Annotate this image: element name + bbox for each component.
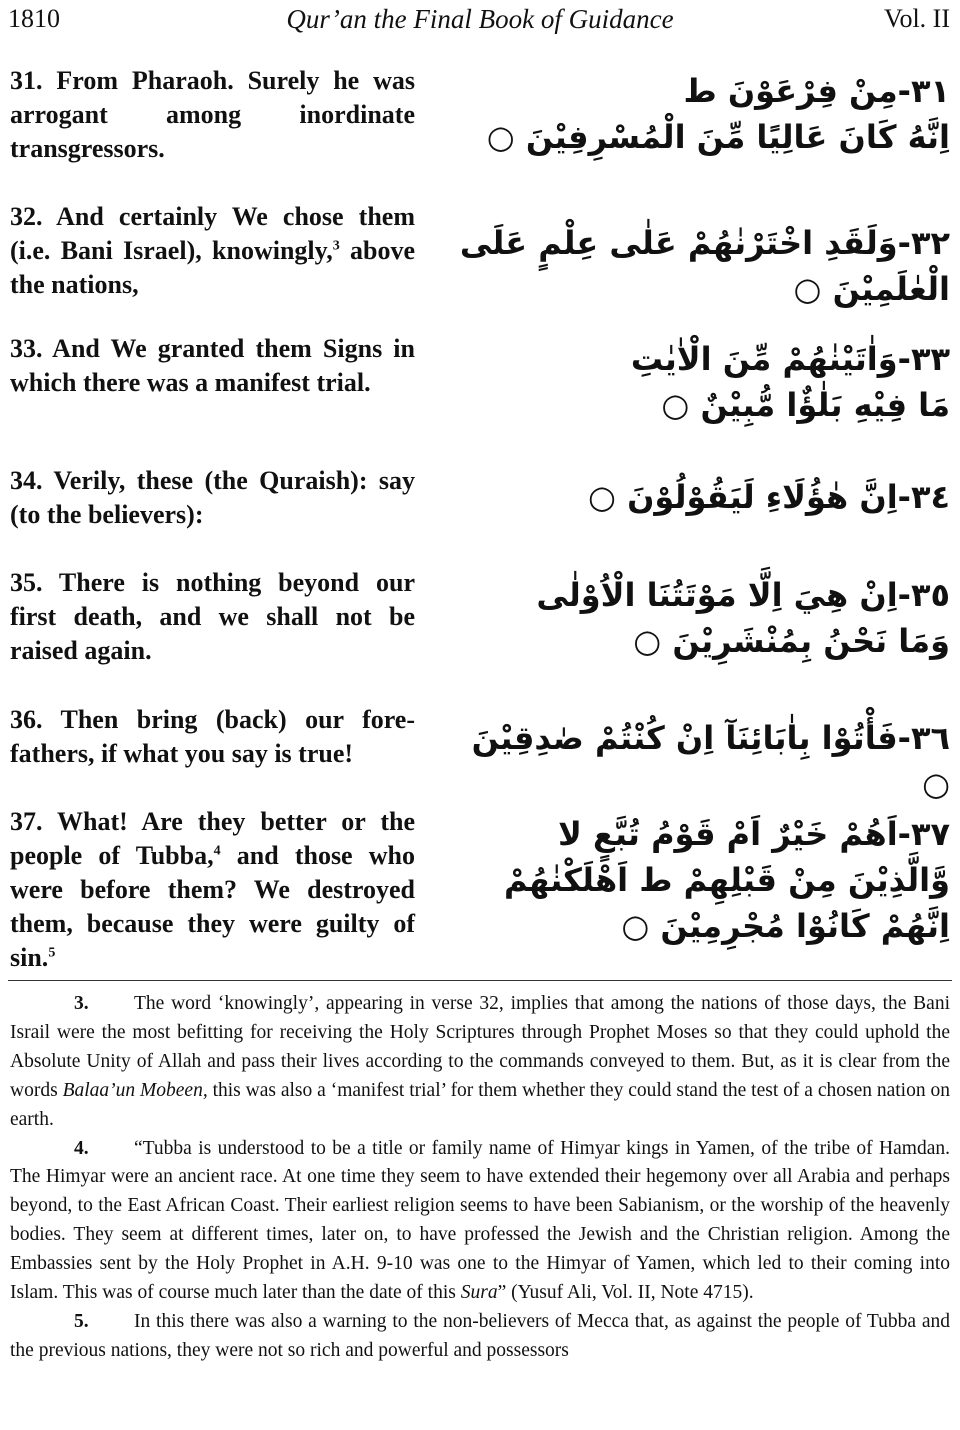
verse-english: 33. And We granted them Signs in which there was a manifest trial.	[10, 334, 415, 397]
verse-arabic	[450, 572, 950, 664]
footnote-number: 3.	[74, 993, 89, 1014]
footnote-text: In this there was also a warning to the non-believers of Mecca that, as against the people of Tubba and the previous nations, they were not so rich and powerful and possessors	[10, 1310, 950, 1361]
arabic-line: ٣٢-وَلَقَدِ اخْتَرْنٰهُمْ عَلٰى عِلْمٍ عَلَى الْعٰلَمِيْنَ ○	[459, 224, 950, 308]
arabic-line: ٣٤-اِنَّ هٰؤُلَاءِ لَيَقُوْلُوْنَ ○	[588, 478, 950, 516]
arabic-line: ٣٣-وَاٰتَيْنٰهُمْ مِّنَ الْاٰيٰتِ	[630, 340, 950, 378]
verse-text: above the nations,	[10, 236, 415, 299]
page-number: 1810	[8, 4, 60, 33]
arabic-line: وَّالَّذِيْنَ مِنْ قَبْلِهِمْ ط اَهْلَكْنٰهُمْ	[504, 861, 950, 899]
footnote-italic: Sura	[460, 1282, 498, 1304]
arabic-line: وَمَا نَحْنُ بِمُنْشَرِيْنَ ○	[633, 622, 950, 660]
footnote-3	[10, 990, 950, 1135]
verse-arabic	[450, 68, 950, 160]
arabic-line: ٣٧-اَهُمْ خَيْرٌ اَمْ قَوْمُ تُبَّعٍ لا	[558, 815, 950, 853]
verse-arabic	[450, 474, 950, 520]
arabic-line: اِنَّهُمْ كَانُوْا مُجْرِمِيْنَ ○	[621, 907, 950, 945]
arabic-line: ٣٥-اِنْ هِيَ اِلَّا مَوْتَتُنَا الْاُوْلٰى	[536, 576, 950, 614]
verse-text: 37. What! Are they better or the people of Tubba,	[10, 807, 415, 870]
footnote-italic: Balaa’un Mobeen,	[62, 1079, 208, 1101]
verse-arabic	[450, 336, 950, 428]
footnote-text: “Tubba is understood to be a title or family name of Himyar kings in Yamen, of the tribe of Hamdan. The Himyar were an ancient race. At one time they seem to have extended their hegemony over all Arabia and perhaps beyond, to the East African Coast. Their earliest religion seems to have been Sabianism, or the worship of the heavenly bodies. They seem at different times, later on, to have professed the Jewish and the Christian religion. Among the Embassies sent by the Holy Prophet in A.H. 9-10 was one to the Himyar of Yamen, which led to their coming into Islam. This was of course much later than the date of this	[10, 1137, 950, 1304]
footnote-number: 4.	[74, 1137, 89, 1159]
verse-english	[10, 805, 415, 975]
footnote-text: ” (Yusuf Ali, Vol. II, Note 4715).	[497, 1282, 754, 1304]
verse-english: 35. There is nothing beyond our first death, and we shall not be raised again.	[10, 568, 415, 665]
verse-english: 36. Then bring (back) our fore- fathers, if what you say is true!	[10, 705, 415, 768]
arabic-line: اِنَّهُ كَانَ عَالِيًا مِّنَ الْمُسْرِفِيْنَ ○	[486, 118, 950, 156]
verse-arabic	[450, 811, 950, 949]
footnote-4	[10, 1135, 950, 1308]
footnote-text: this was also a ‘manifest trial’ for them whether they could stand the test of a chosen nation on earth.	[10, 1079, 950, 1130]
verse-arabic	[450, 220, 950, 312]
verse-text: 32. And certainly We chose them (i.e. Bani Israel), knowingly,	[10, 202, 415, 265]
verse-text: and those who were before them? We destroyed them, because they were guilty of sin.	[10, 841, 415, 972]
verse-english: 34. Verily, these (the Quraish): say (to the believers):	[10, 466, 415, 529]
footnote-5	[10, 1308, 950, 1366]
volume-label: Vol. II	[884, 4, 950, 33]
footnote-text: The word ‘knowingly’, appearing in verse 32, implies that among the nations of those days, the Bani Israil were the most befitting for receiving the Holy Scriptures through Prophet Moses so that they could uphold the Absolute Unity of Allah and pass their lives according to the commands conveyed to them. But, as it is clear from the words	[10, 993, 950, 1101]
footnote-ref: 3	[332, 238, 340, 254]
footnote-ref: 5	[48, 945, 56, 961]
footnote-divider	[8, 980, 952, 981]
footnote-ref: 4	[213, 843, 221, 859]
book-title: Qur’an the Final Book of Guidance	[286, 4, 674, 34]
arabic-line: ٣٦-فَأْتُوْا بِاٰبَائِنَآ اِنْ كُنْتُمْ صٰدِقِيْنَ ○	[471, 719, 950, 803]
verse-english: 31. From Pharaoh. Surely he was arrogant among inordinate transgressors.	[10, 66, 415, 163]
verse-arabic	[450, 715, 950, 807]
page-header	[0, 0, 960, 40]
arabic-line: ٣١-مِنْ فِرْعَوْنَ ط	[683, 72, 950, 110]
footnotes-section	[10, 990, 950, 1366]
verse-english	[10, 200, 415, 302]
footnote-number: 5.	[74, 1310, 89, 1332]
arabic-line: مَا فِيْهِ بَلٰؤٌا مُّبِيْنٌ ○	[661, 386, 950, 424]
